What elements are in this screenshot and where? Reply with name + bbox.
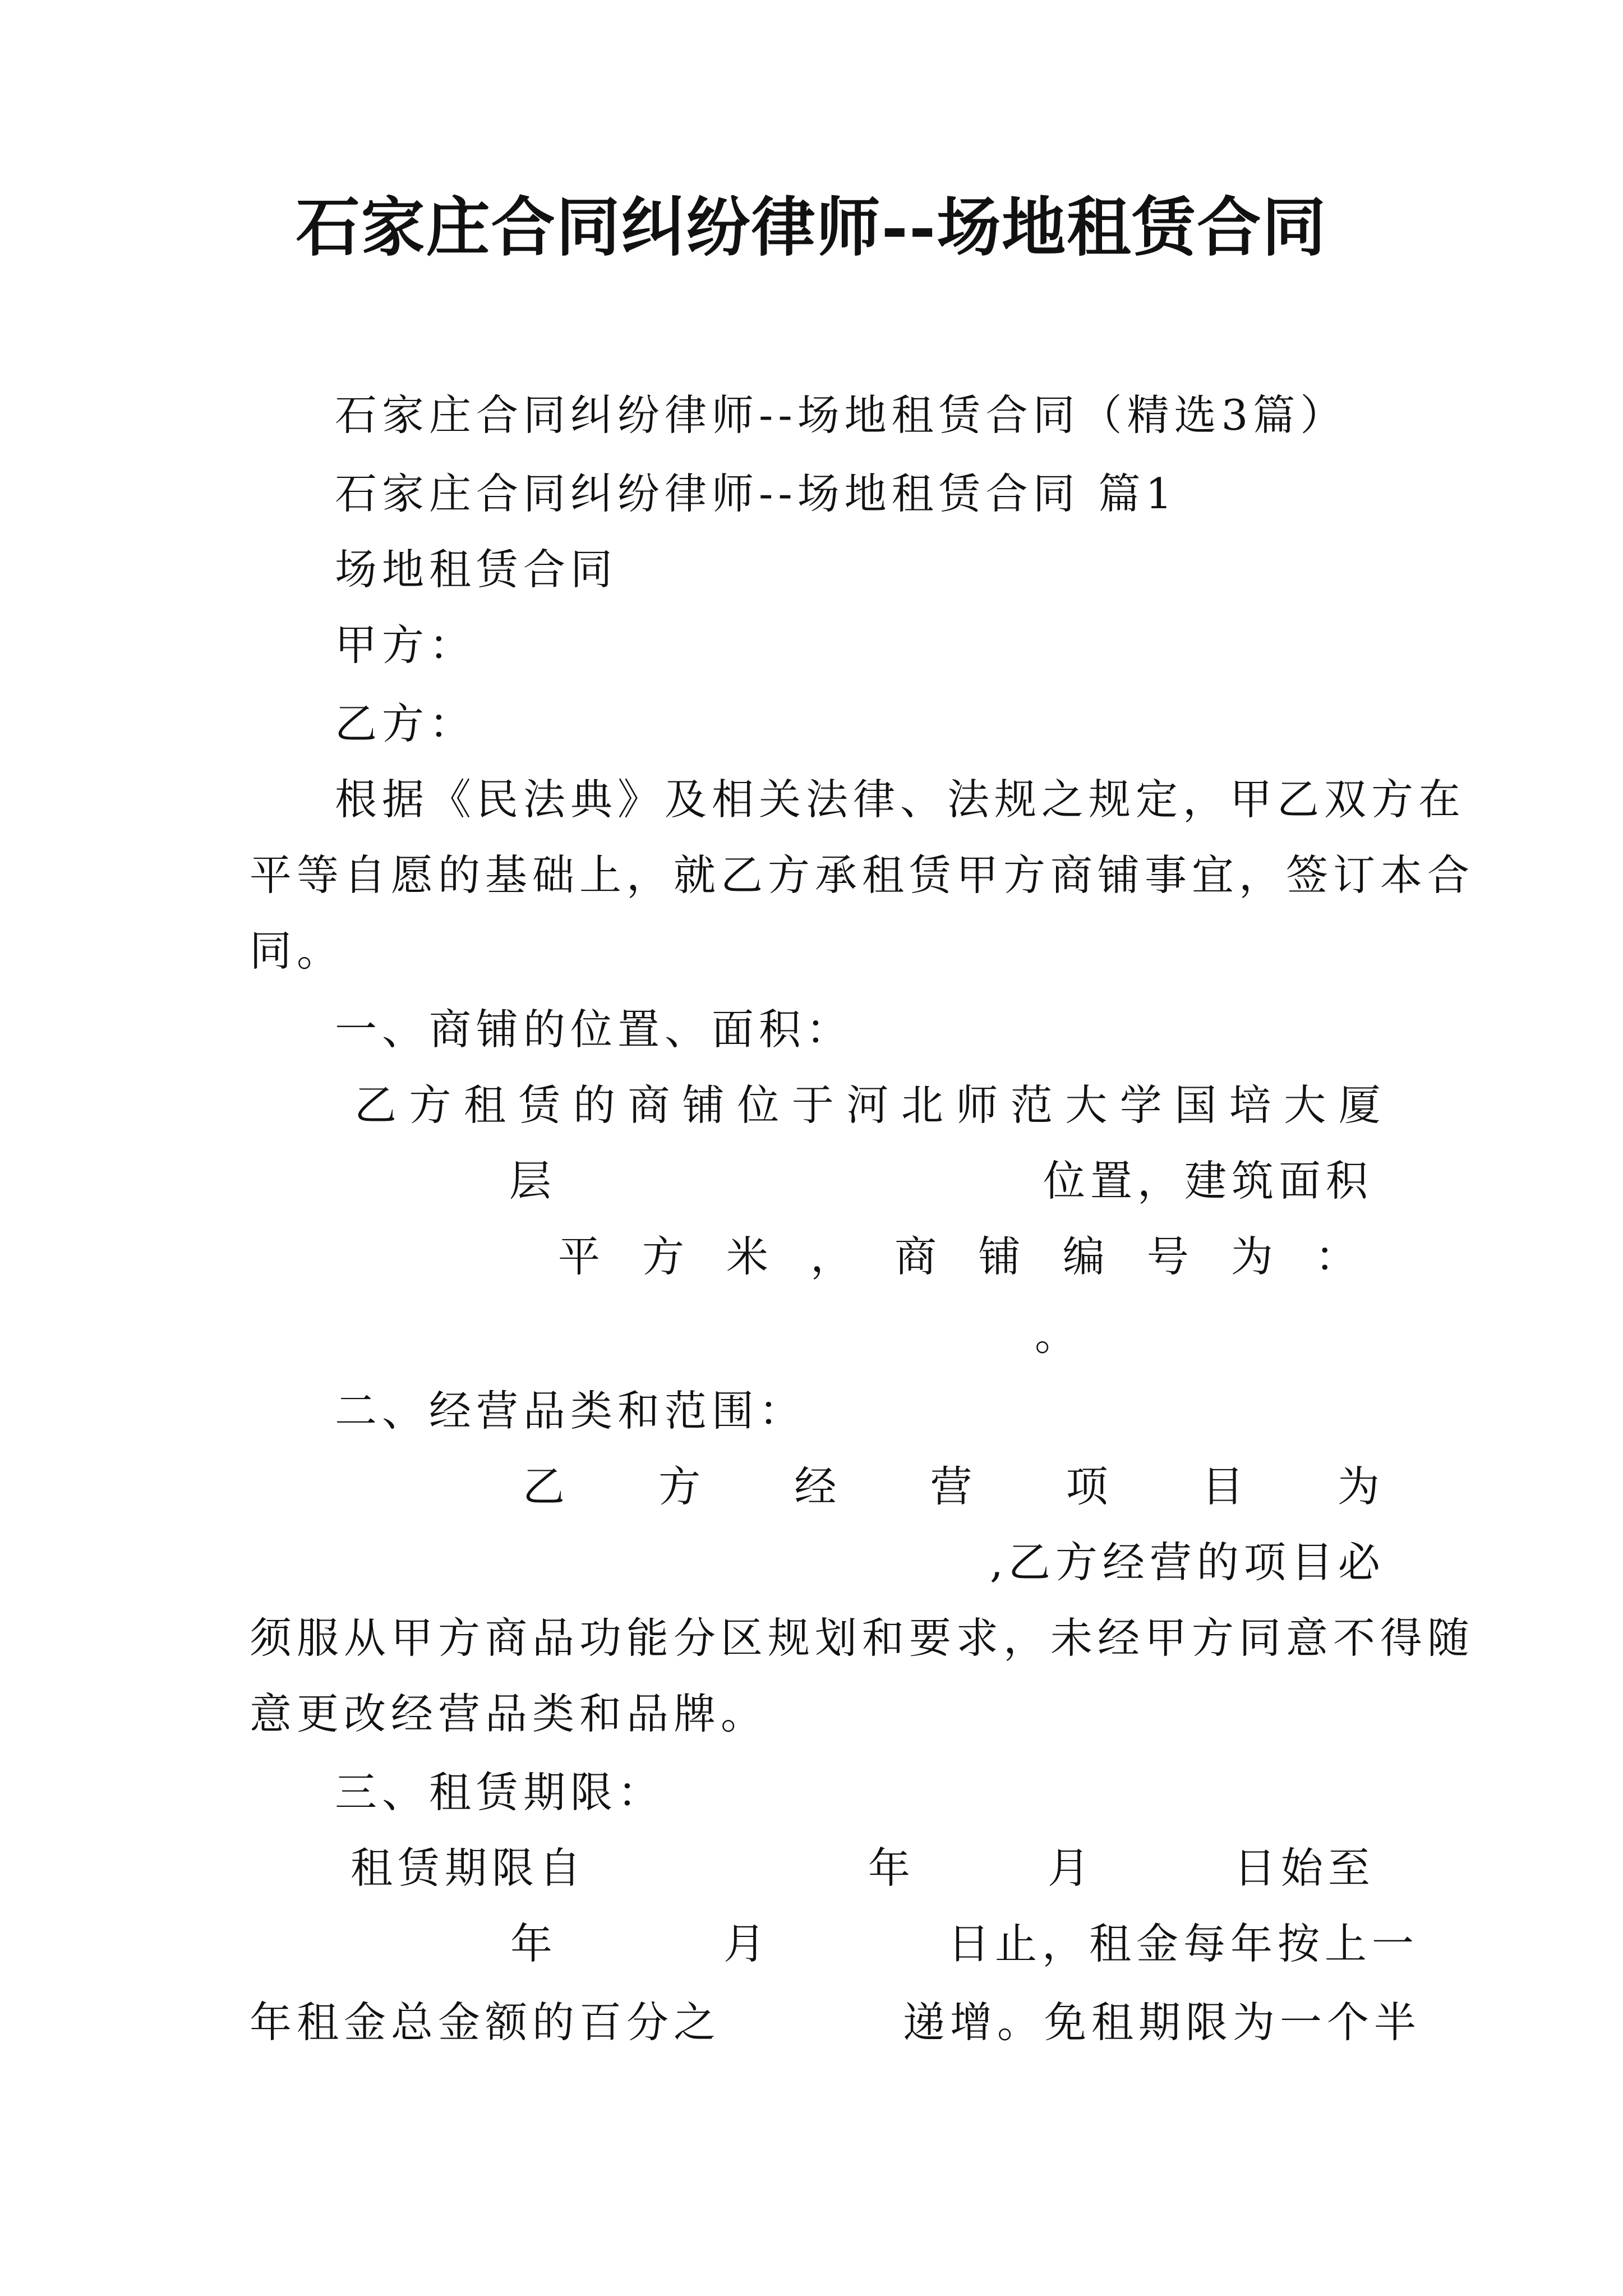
text-char: 商 [894, 1232, 937, 1281]
text-char: 北 [901, 1080, 943, 1130]
section3-end-year: 年 [510, 1919, 558, 1968]
intro-line-3: 同。 [250, 926, 344, 976]
text-char: 师 [956, 1080, 998, 1130]
text-char: ： [1315, 1232, 1357, 1281]
text-char: 号 [1146, 1232, 1189, 1281]
text-char: 为 [1337, 1462, 1380, 1511]
section2-project-line [523, 1458, 1380, 1515]
text-char: 商 [628, 1080, 670, 1130]
text-char: 厦 [1338, 1080, 1381, 1130]
section2-line-4: 意更改经营品类和品牌。 [250, 1689, 768, 1738]
section3-start-day: 日始至 [1234, 1843, 1376, 1893]
text-char: 河 [846, 1080, 889, 1130]
section3-end-day: 日止，租金每年按上一 [948, 1919, 1419, 1968]
contract-name: 场地租赁合同 [335, 545, 618, 594]
section1-area-label: 位置，建筑面积 [1043, 1156, 1373, 1205]
text-char: 国 [1174, 1080, 1217, 1130]
text-char: 于 [791, 1080, 834, 1130]
party-a-label: 甲方： [335, 620, 477, 670]
section1-end-mark: 。 [1035, 1310, 1082, 1360]
document-title: 石家庄合同纠纷律师--场地租赁合同 [296, 190, 1327, 265]
text-char: 大 [1065, 1080, 1108, 1130]
text-char: 学 [1119, 1080, 1162, 1130]
section3-start-month: 月 [1048, 1843, 1095, 1893]
text-char: 租 [463, 1080, 506, 1130]
section2-line-2: ,乙方经营的项目必 [990, 1538, 1385, 1587]
section3-heading: 三、租赁期限： [335, 1768, 665, 1817]
section1-location-line [354, 1077, 1381, 1133]
section1-heading: 一、商铺的位置、面积： [335, 1005, 854, 1054]
text-char: 培 [1229, 1080, 1271, 1130]
subtitle: 石家庄合同纠纷律师--场地租赁合同（精选3篇） [335, 390, 1348, 440]
text-char: 米 [726, 1232, 768, 1281]
intro-line-1: 根据《民法典》及相关法律、法规之规定，甲乙双方在 [335, 775, 1466, 824]
section1-floor-label: 层 [509, 1156, 557, 1205]
text-char: 为 [1230, 1232, 1273, 1281]
section1-number-line [558, 1228, 1357, 1285]
text-char: 铺 [978, 1232, 1021, 1281]
text-char: 平 [558, 1232, 601, 1281]
text-char: 方 [658, 1462, 701, 1511]
text-char: 位 [737, 1080, 780, 1130]
party-b-label: 乙方： [335, 699, 477, 748]
intro-line-2: 平等自愿的基础上，就乙方承租赁甲方商铺事宜，签订本合 [250, 850, 1475, 900]
text-char: 赁 [518, 1080, 561, 1130]
section3-term-start: 租赁期限自 [351, 1843, 587, 1893]
section2-heading: 二、经营品类和范围： [335, 1386, 806, 1435]
text-char: 的 [573, 1080, 615, 1130]
text-char: 方 [409, 1080, 451, 1130]
article-heading: 石家庄合同纠纷律师--场地租赁合同 篇1 [335, 469, 1178, 518]
text-char: 铺 [682, 1080, 725, 1130]
text-char: 项 [1066, 1462, 1108, 1511]
section3-start-year: 年 [868, 1843, 916, 1893]
text-char: 范 [1010, 1080, 1053, 1130]
text-char: ， [810, 1232, 852, 1281]
text-char: 大 [1284, 1080, 1326, 1130]
section2-line-3: 须服从甲方商品功能分区规划和要求，未经甲方同意不得随 [250, 1613, 1475, 1663]
text-char: 方 [642, 1232, 684, 1281]
section3-rent-line: 年租金总金额的百分之 [250, 1998, 721, 2047]
text-char: 乙 [523, 1462, 565, 1511]
text-char: 经 [794, 1462, 837, 1511]
text-char: 乙 [354, 1080, 397, 1130]
text-char: 目 [1201, 1462, 1244, 1511]
text-char: 营 [930, 1462, 972, 1511]
section3-rent-increase: 递增。免租期限为一个半 [903, 1998, 1422, 2047]
text-char: 编 [1062, 1232, 1105, 1281]
section3-end-month: 月 [723, 1919, 771, 1968]
